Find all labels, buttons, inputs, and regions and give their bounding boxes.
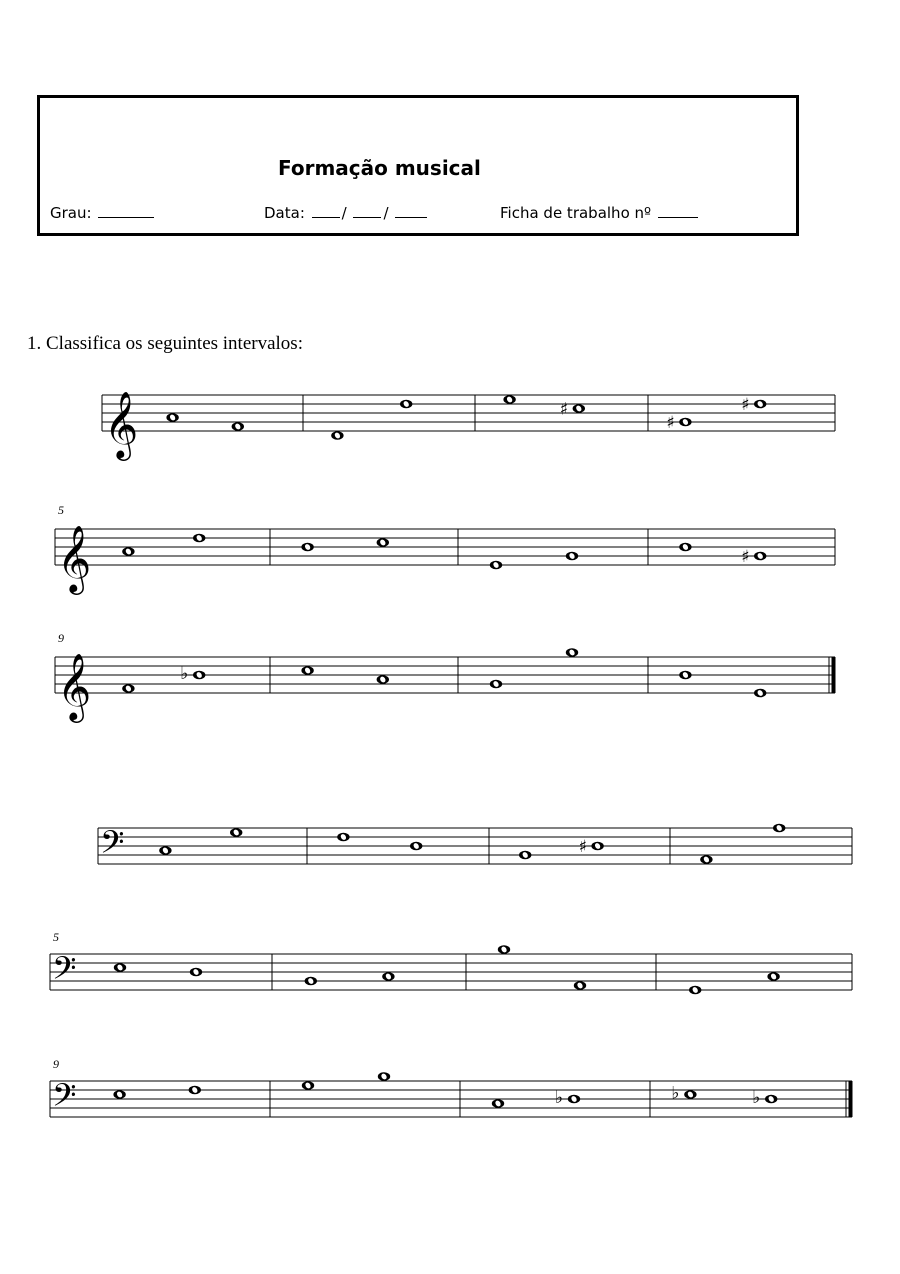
page-title: Formação musical — [278, 156, 481, 180]
bass-clef: 𝄢 — [100, 824, 125, 868]
sharp-accidental: ♯ — [741, 395, 750, 415]
measure-number: 5 — [58, 503, 64, 517]
exercise-instruction: 1. Classifica os seguintes intervalos: — [27, 333, 303, 354]
flat-accidental: ♭ — [671, 1083, 680, 1104]
treble-clef: 𝄞 — [104, 390, 139, 458]
ficha-label: Ficha de trabalho nº — [500, 204, 652, 222]
sharp-accidental: ♯ — [578, 837, 587, 857]
data-label: Data: — [264, 204, 305, 222]
measure-number: 5 — [53, 930, 59, 944]
sharp-accidental: ♯ — [741, 547, 750, 567]
treble-clef: 𝄞 — [57, 524, 92, 592]
measure-number: 9 — [53, 1057, 59, 1071]
bass-clef: 𝄢 — [52, 950, 77, 994]
data-field: Data: / / — [264, 204, 429, 222]
bass-clef: 𝄢 — [52, 1077, 77, 1121]
sharp-accidental: ♯ — [666, 413, 675, 433]
grau-label: Grau: — [50, 204, 92, 222]
flat-accidental: ♭ — [752, 1088, 761, 1108]
flat-accidental: ♭ — [180, 664, 189, 684]
measure-number: 9 — [58, 631, 64, 645]
treble-clef: 𝄞 — [57, 652, 92, 720]
flat-accidental: ♭ — [555, 1088, 564, 1108]
sharp-accidental: ♯ — [559, 399, 569, 420]
